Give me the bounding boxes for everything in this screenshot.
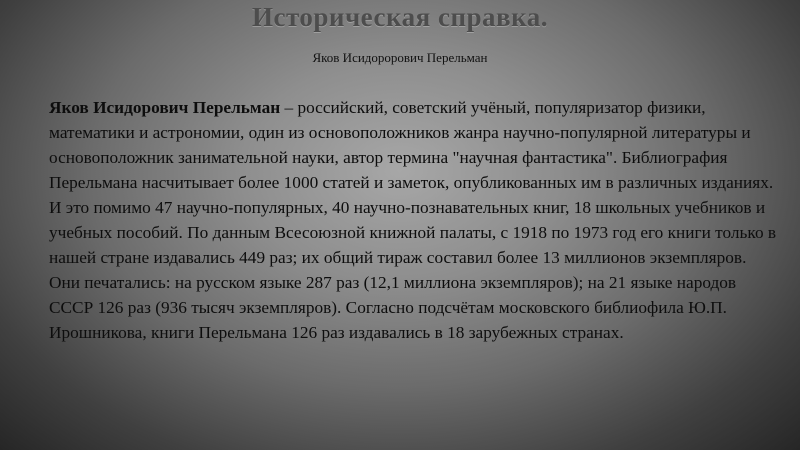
slide-title: Историческая справка. [251,2,549,32]
body-lead-name: Яков Исидорович Перельман [49,98,281,117]
body-text: – российский, советский учёный, популяризатор физики, математики и астрономии, один из основоположников жанра научно-популярной литературы и основоположник занимательной науки, автор термина "научная фантастика". Библиография Перельмана насчитывает более 1000 статей и заметок, опубликованных им в различных изданиях. И это помимо 47 научно-популярных, 40 научно-познавательных книг, 18 школьных учебников и учебных пособий. По данным Всесоюзной книжной палаты, с 1918 по 1973 год его книги только в нашей стране издавались 449 раз; их общий тираж составил более 13 миллионов экземпляров. Они печатались: на русском языке 287 раз (12,1 миллиона экземпляров); на 21 языке народов СССР 126 раз (936 тысяч экземпляров). Согласно подсчётам московского библиофила Ю.П. Ирошникова, книги Перельмана 126 раз издавались в 18 зарубежных странах. [49,98,777,342]
slide-subtitle: Яков Исидорорович Перельман [312,50,488,65]
body-paragraph [49,95,777,345]
